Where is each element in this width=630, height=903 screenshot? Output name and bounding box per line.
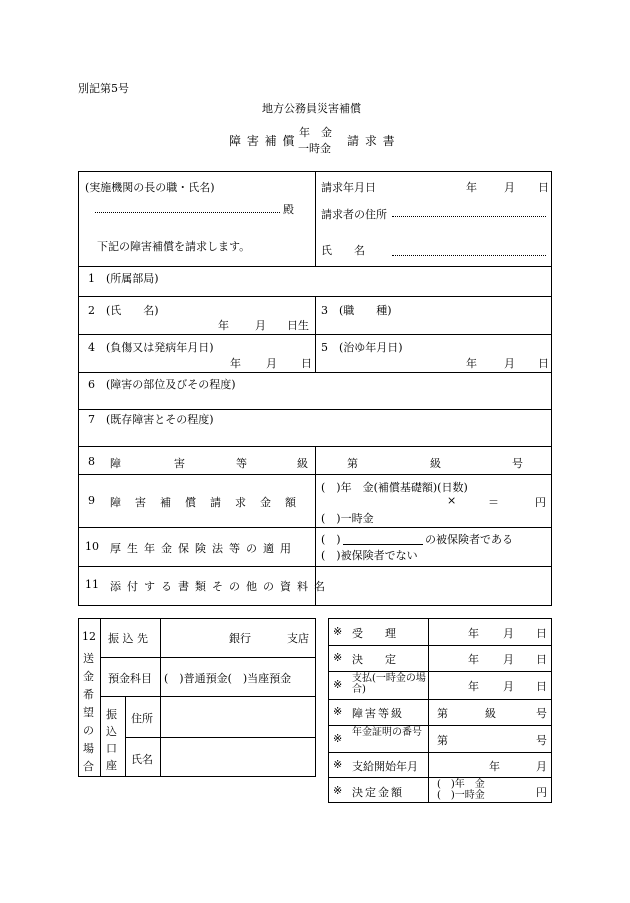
transfer-to-label: 振 込 先 bbox=[108, 632, 148, 645]
request-date-label: 請求年月日 bbox=[321, 181, 376, 194]
title-line1: 地方公務員災害補償 bbox=[262, 102, 361, 115]
title-left: 障 害 補 償 bbox=[229, 134, 296, 148]
row-name: 2 (氏 名) bbox=[88, 304, 159, 317]
row-existing-disability: 7 (既存障害とその程度) bbox=[88, 413, 214, 426]
recovery-month: 月 bbox=[504, 357, 515, 370]
branch-label: 支店 bbox=[287, 632, 309, 645]
claim-amount-label: 障害補償請求金額 bbox=[110, 496, 310, 509]
insured-checkbox: ( ) bbox=[321, 533, 341, 546]
payment-day: 日 bbox=[536, 680, 547, 693]
recovery-year: 年 bbox=[466, 357, 477, 370]
payment-year: 年 bbox=[468, 680, 479, 693]
decision-month: 月 bbox=[503, 653, 514, 666]
injury-year: 年 bbox=[230, 357, 241, 370]
receipt-year: 年 bbox=[468, 627, 479, 640]
office-decision-label: 決 定 bbox=[352, 653, 396, 666]
row8-number: 8 bbox=[88, 455, 95, 468]
grade-kyu: 級 bbox=[430, 457, 441, 470]
form-number: 別記第5号 bbox=[78, 82, 129, 95]
office-start-label: 支給開始年月 bbox=[352, 760, 418, 773]
row10-number: 10 bbox=[85, 540, 99, 553]
cert-go: 号 bbox=[536, 734, 547, 747]
pension-law-label: 厚生年金保険法等の適用 bbox=[110, 542, 297, 555]
insured-text: の被保険者である bbox=[425, 533, 513, 546]
dono-label: 殿 bbox=[283, 203, 294, 216]
row12-number: 12 bbox=[82, 630, 96, 643]
decision-year: 年 bbox=[468, 653, 479, 666]
grade-label-4: 級 bbox=[297, 457, 308, 470]
payment-month: 月 bbox=[503, 680, 514, 693]
lump-sum-line: ( )一時金 bbox=[321, 512, 374, 525]
pension-calc-line: ( )年 金(補償基礎額)(日数) bbox=[321, 481, 468, 494]
grade-go: 号 bbox=[512, 457, 523, 470]
injury-day: 日 bbox=[301, 357, 312, 370]
start-year: 年 bbox=[489, 760, 500, 773]
title-pension: 年 金 bbox=[299, 126, 332, 139]
receipt-month: 月 bbox=[503, 627, 514, 640]
office-cert-label: 年金証明の番号 bbox=[352, 727, 422, 738]
office-mark: ※ bbox=[333, 784, 343, 797]
row9-number: 9 bbox=[88, 494, 95, 507]
day-unit: 日 bbox=[538, 181, 549, 194]
start-month: 月 bbox=[536, 760, 547, 773]
birth-day: 日生 bbox=[287, 319, 309, 332]
row-occupation: 3 (職 種) bbox=[321, 304, 392, 317]
request-text: 下記の障害補償を請求します。 bbox=[97, 240, 251, 253]
office-grade-dai: 第 bbox=[437, 707, 448, 720]
org-label: (実施機関の長の職・氏名) bbox=[85, 181, 215, 194]
row-department: 1 (所属部局) bbox=[88, 272, 159, 285]
title-right: 請 求 書 bbox=[347, 134, 396, 148]
office-amount-label: 決定金額 bbox=[352, 786, 404, 799]
account-type-label: 預金科目 bbox=[108, 672, 152, 685]
office-mark: ※ bbox=[333, 732, 343, 745]
office-grade-label: 障害等級 bbox=[352, 707, 404, 720]
birth-month: 月 bbox=[255, 319, 266, 332]
recovery-day: 日 bbox=[538, 357, 549, 370]
office-grade-go: 号 bbox=[536, 707, 547, 720]
bank-label: 銀行 bbox=[229, 632, 251, 645]
office-payment-label: 支払(一時金の場合) bbox=[352, 673, 426, 695]
multiply-sign: × bbox=[447, 494, 457, 507]
account-type-options: ( )普通預金( )当座預金 bbox=[164, 672, 292, 685]
cert-dai: 第 bbox=[437, 734, 448, 747]
injury-month: 月 bbox=[266, 357, 277, 370]
decision-day: 日 bbox=[536, 653, 547, 666]
birth-year: 年 bbox=[218, 319, 229, 332]
equals-sign: ＝ bbox=[488, 496, 499, 509]
grade-label-2: 害 bbox=[174, 457, 185, 470]
office-mark: ※ bbox=[333, 651, 343, 664]
address-label: 請求者の住所 bbox=[321, 208, 387, 221]
title-lump-sum: 一時金 bbox=[298, 142, 331, 155]
row-disability-site: 6 (障害の部位及びその程度) bbox=[88, 378, 236, 391]
account-name-label: 氏名 bbox=[131, 753, 153, 766]
grade-dai: 第 bbox=[347, 457, 358, 470]
row-recovery-date: 5 (治ゆ年月日) bbox=[321, 341, 403, 354]
amount-lump-sum: ( )一時金 bbox=[437, 790, 485, 801]
office-mark: ※ bbox=[333, 678, 343, 691]
name-label: 氏 名 bbox=[321, 244, 365, 257]
month-unit: 月 bbox=[504, 181, 515, 194]
amount-pension: ( )年 金 bbox=[437, 779, 485, 790]
office-mark: ※ bbox=[333, 705, 343, 718]
office-mark: ※ bbox=[333, 625, 343, 638]
grade-label-3: 等 bbox=[236, 457, 247, 470]
grade-label-1: 障 bbox=[110, 457, 121, 470]
row-injury-date: 4 (負傷又は発病年月日) bbox=[88, 341, 214, 354]
account-address-label: 住所 bbox=[131, 712, 153, 725]
year-unit: 年 bbox=[466, 181, 477, 194]
remittance-side-label: 送金希望の場合 bbox=[83, 652, 94, 773]
amount-yen: 円 bbox=[536, 786, 547, 799]
office-grade-kyu: 級 bbox=[485, 707, 496, 720]
row11-number: 11 bbox=[85, 578, 99, 591]
office-receipt-label: 受 理 bbox=[352, 627, 396, 640]
office-mark: ※ bbox=[333, 758, 343, 771]
yen-unit: 円 bbox=[535, 496, 546, 509]
attachments-label: 添付する書類その他の資料名 bbox=[110, 580, 331, 593]
receipt-day: 日 bbox=[536, 627, 547, 640]
account-label: 振込口座 bbox=[106, 708, 117, 772]
not-insured-text: ( )被保険者でない bbox=[321, 549, 418, 562]
